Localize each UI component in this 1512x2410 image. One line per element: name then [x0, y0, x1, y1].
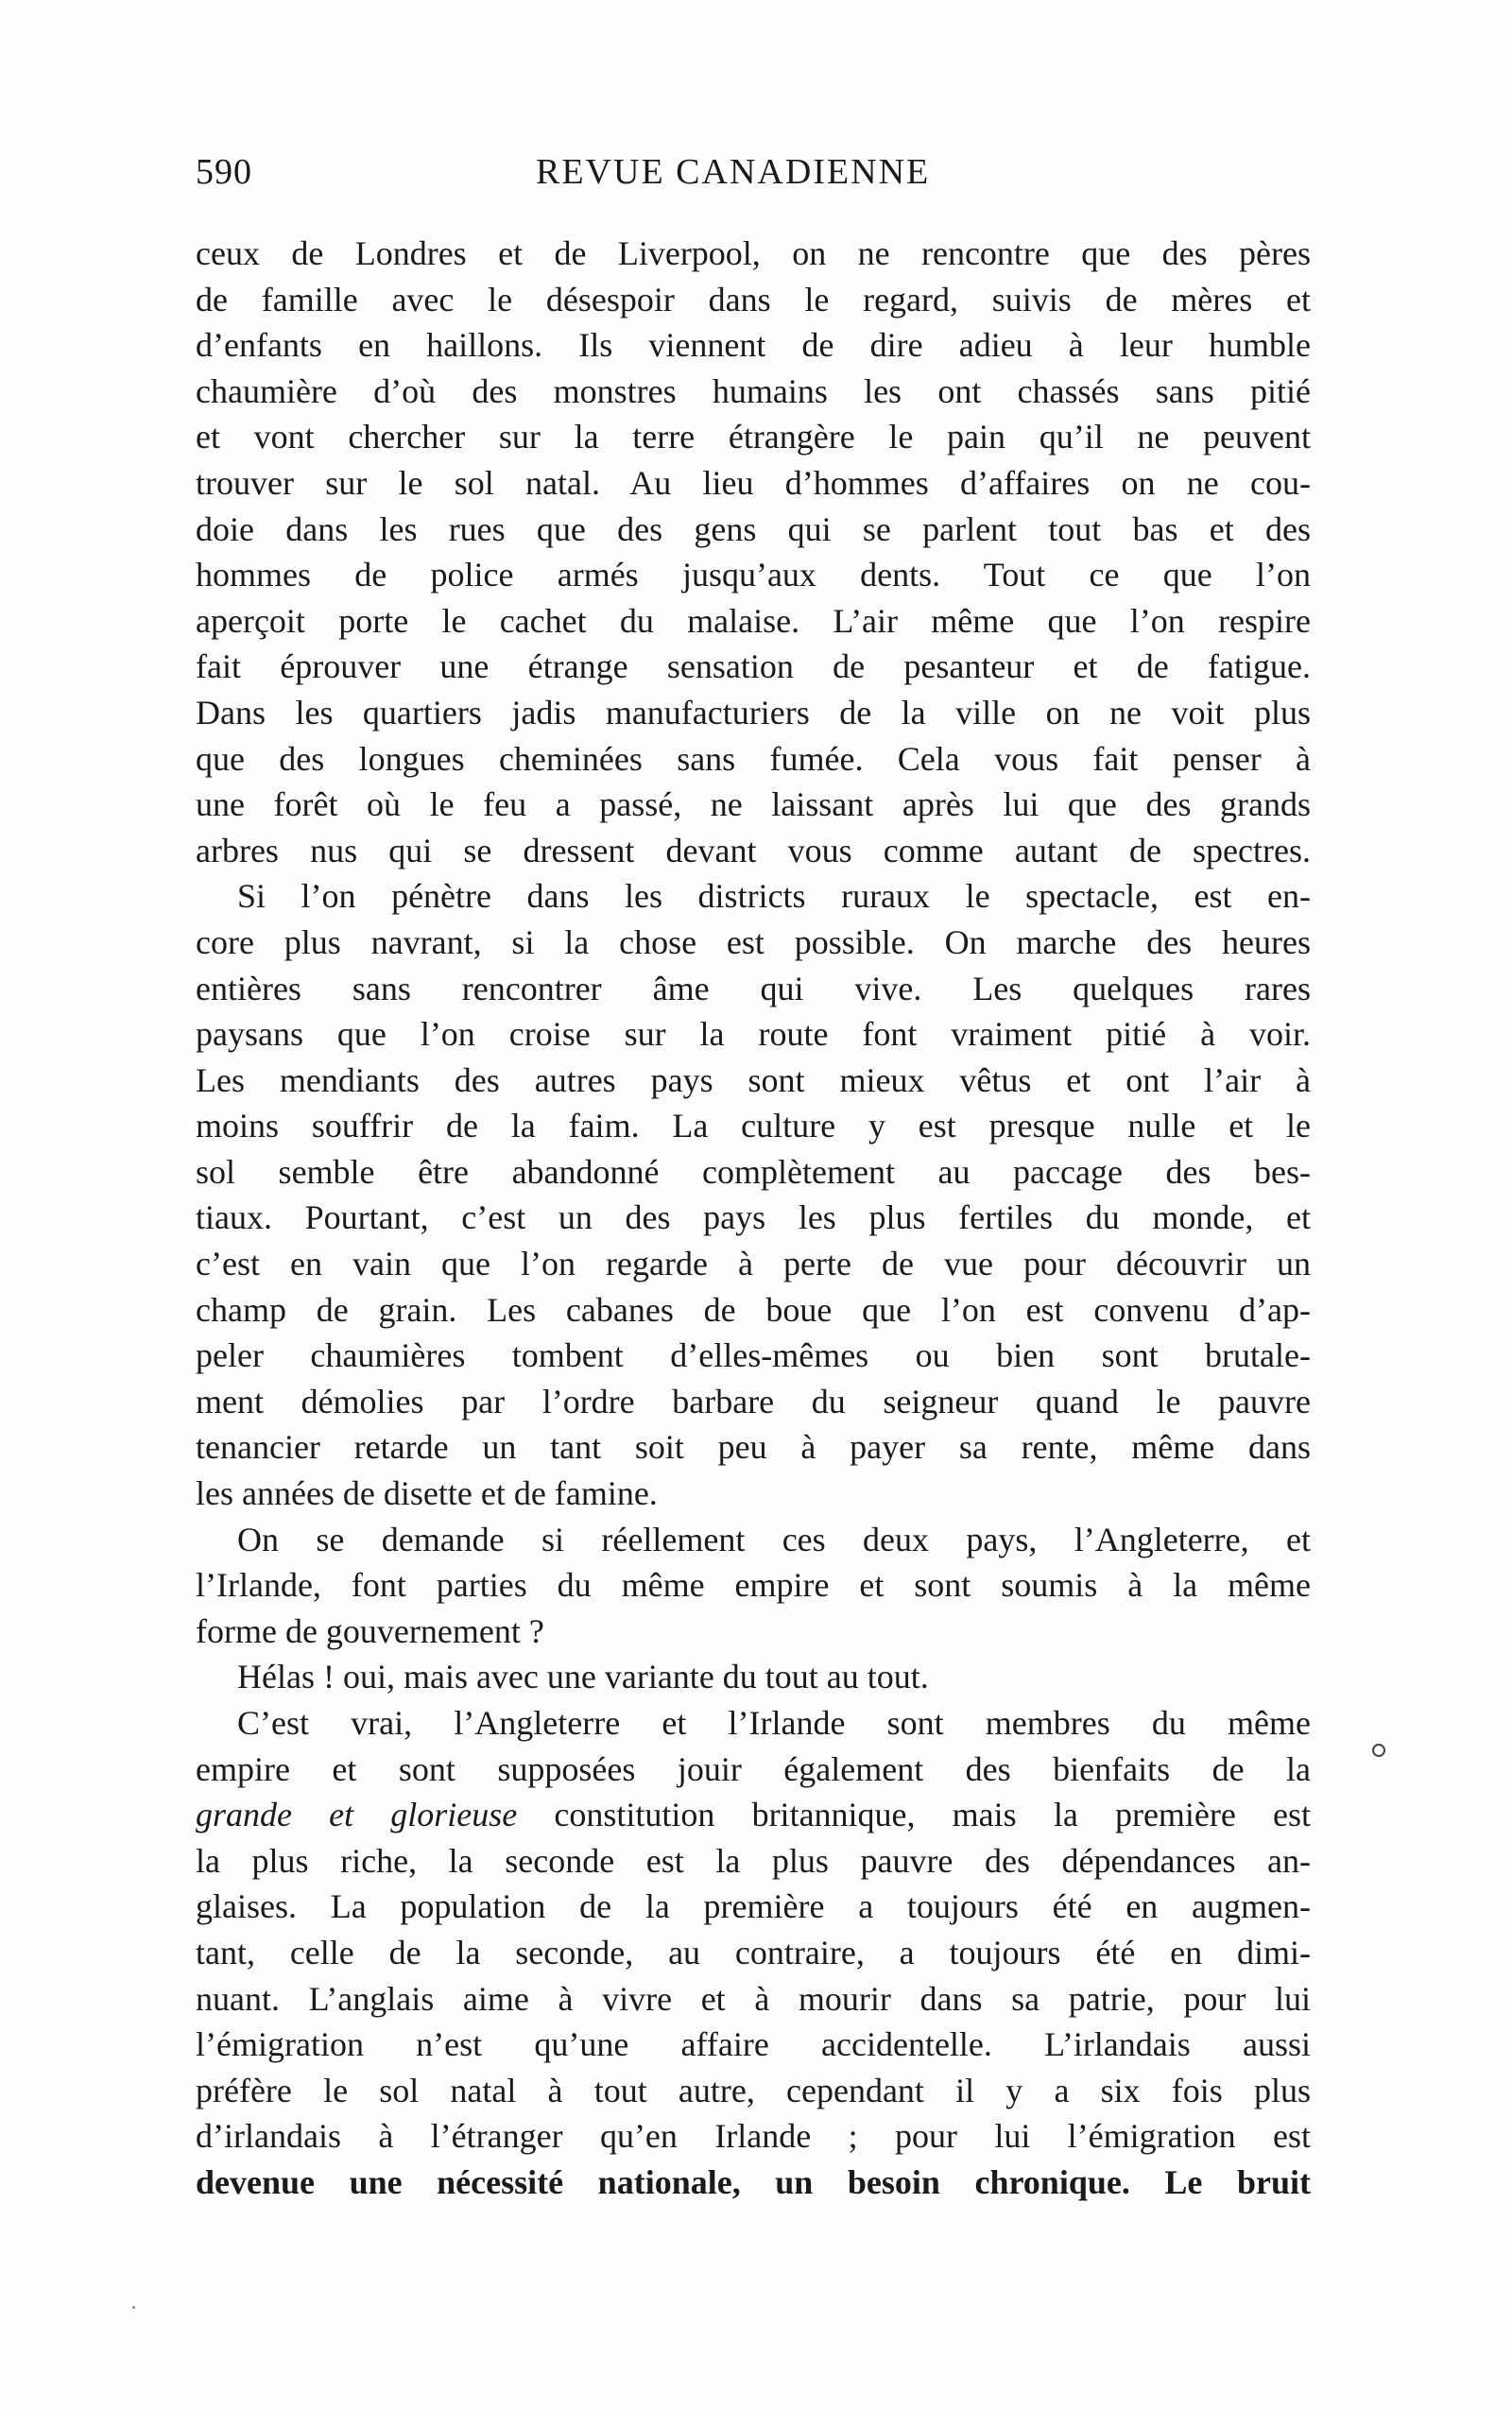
running-title: REVUE CANADIENNE — [536, 152, 931, 192]
text-line: paysans que l’on croise sur la route font vraiment pitié à voir. — [196, 1015, 1311, 1054]
text-line: chaumière d’où des monstres humains les ont chassés sans pitié — [196, 371, 1311, 410]
text-line: que des longues cheminées sans fumée. Cela vous fait penser à — [196, 739, 1311, 778]
text-line-with-italic — [196, 1792, 1311, 1838]
text-line: de famille avec le désespoir dans le regard, suivis de mères et — [196, 280, 1311, 318]
paragraph-start-line: Si l’on pénètre dans les districts ruraux le spectacle, est en- — [237, 877, 1311, 916]
text-line: Les mendiants des autres pays sont mieux vêtus et ont l’air à — [196, 1060, 1311, 1099]
margin-mark — [1372, 1744, 1385, 1757]
text-line: l’émigration n’est qu’une affaire accidentelle. L’irlandais aussi — [196, 2025, 1311, 2064]
paper-speck — [132, 2306, 135, 2309]
text-line: la plus riche, la seconde est la plus pauvre des dépendances an- — [196, 1841, 1311, 1880]
italic-phrase: grande et glorieuse — [196, 1796, 518, 1834]
text-line: moins souffrir de la faim. La culture y est presque nulle et le — [196, 1107, 1311, 1145]
page-header — [196, 151, 971, 204]
text-line: doie dans les rues que des gens qui se parlent tout bas et des — [196, 509, 1311, 548]
page-number: 590 — [196, 152, 252, 192]
text-line: Dans les quartiers jadis manufacturiers de la ville on ne voit plus — [196, 693, 1311, 732]
text-line: tenancier retarde un tant soit peu à payer sa rente, même dans — [196, 1428, 1311, 1467]
paragraph-end-line: les années de disette et de famine. — [196, 1474, 658, 1513]
text-line: ceux de Londres et de Liverpool, on ne rencontre que des pères — [196, 234, 1311, 272]
text-line: d’irlandais à l’étranger qu’en Irlande ; pour lui l’émigration est — [196, 2117, 1311, 2156]
text-line: trouver sur le sol natal. Au lieu d’hommes d’affaires on ne cou- — [196, 463, 1311, 502]
text-line-rest: constitution britannique, mais la première est — [554, 1796, 1312, 1834]
paragraph-end-line: forme de gouvernement ? — [196, 1611, 544, 1650]
text-line: c’est en vain que l’on regarde à perte de vue pour découvrir un — [196, 1245, 1311, 1283]
text-line: fait éprouver une étrange sensation de pesanteur et de fatigue. — [196, 647, 1311, 686]
text-line: glaises. La population de la première a toujours été en augmen- — [196, 1887, 1311, 1926]
paragraph-line: Hélas ! oui, mais avec une variante du tout au tout. — [237, 1658, 929, 1696]
body-text — [196, 231, 1311, 2206]
text-line: aperçoit porte le cachet du malaise. L’air même que l’on respire — [196, 601, 1311, 640]
text-line: tant, celle de la seconde, au contraire, a toujours été en dimi- — [196, 1933, 1311, 1971]
text-line: peler chaumières tombent d’elles-mêmes ou bien sont brutale- — [196, 1336, 1311, 1375]
text-line: l’Irlande, font parties du même empire et sont soumis à la même — [196, 1566, 1311, 1605]
text-line: empire et sont supposées jouir également des bienfaits de la — [196, 1749, 1311, 1788]
paragraph-start-line: On se demande si réellement ces deux pays, l’Angleterre, et — [237, 1520, 1311, 1558]
text-line: hommes de police armés jusqu’aux dents. Tout ce que l’on — [196, 556, 1311, 594]
text-line: sol semble être abandonné complètement au paccage des bes- — [196, 1152, 1311, 1191]
text-line: arbres nus qui se dressent devant vous comme autant de spectres. — [196, 831, 1311, 869]
paragraph-start-line: C’est vrai, l’Angleterre et l’Irlande sont membres du même — [237, 1704, 1311, 1742]
text-line: champ de grain. Les cabanes de boue que l’on est convenu d’ap- — [196, 1290, 1311, 1329]
text-line: core plus navrant, si la chose est possible. On marche des heures — [196, 922, 1311, 961]
text-line: et vont chercher sur la terre étrangère le pain qu’il ne peuvent — [196, 418, 1311, 456]
text-line: une forêt où le feu a passé, ne laissant après lui que des grands — [196, 785, 1311, 824]
text-line: entières sans rencontrer âme qui vive. Les quelques rares — [196, 969, 1311, 1007]
text-line: d’enfants en haillons. Ils viennent de dire adieu à leur humble — [196, 326, 1311, 365]
text-line: devenue une nécessité nationale, un besoin chronique. Le bruit — [196, 2162, 1311, 2201]
text-line: nuant. L’anglais aime à vivre et à mourir dans sa patrie, pour lui — [196, 1979, 1311, 2018]
text-line: préfère le sol natal à tout autre, cependant il y a six fois plus — [196, 2071, 1311, 2109]
text-line: tiaux. Pourtant, c’est un des pays les plus fertiles du monde, et — [196, 1198, 1311, 1237]
text-line: ment démolies par l’ordre barbare du seigneur quand le pauvre — [196, 1382, 1311, 1420]
